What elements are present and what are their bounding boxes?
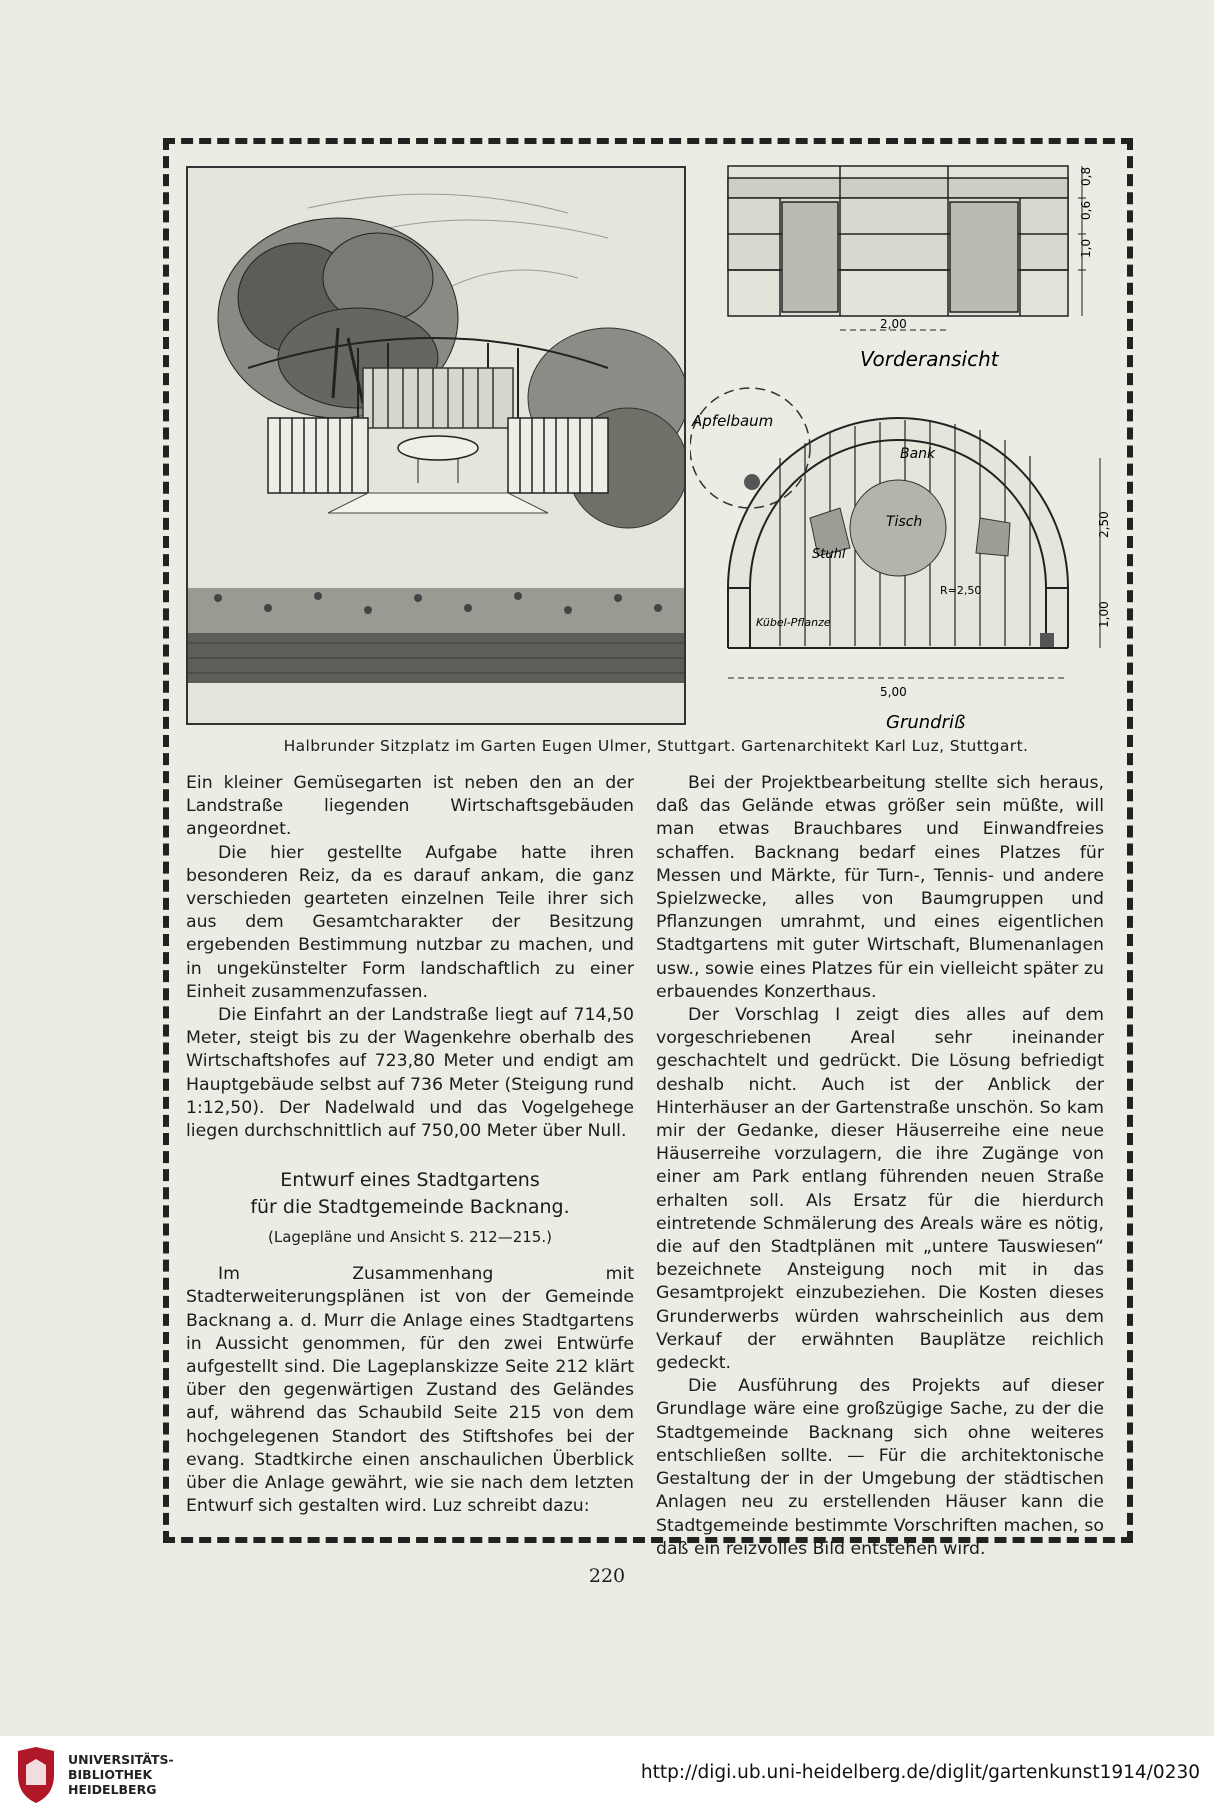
tub-plant-label: Kübel-Pflanze — [756, 616, 831, 629]
dim-height-3: 1,0 — [1079, 238, 1093, 258]
front-elevation-drawing — [728, 166, 1068, 316]
left-paragraph-3: Die Einfahrt an der Landstraße liegt auf 714,50 Meter, steigt bis zu der Wagenkehre oberhalb des Wirtschaftshofes auf 723,80 Meter und endigt am Hauptgebäude selbst auf 736 Meter (Steigung rund 1:12,50). Der Nadelwald und das Vogelgehege liegen durchschnittlich auf 750,00 Meter über Null. — [186, 1005, 634, 1142]
section-heading — [186, 1167, 634, 1249]
right-paragraph-1: Bei der Projektbearbeitung stellte sich heraus, daß das Gelände etwas größer sein müßte, will man etwas Brauchbares und Einwandfreies schaffen. Backnang bedarf eines Platzes für Messen und Märkte, für Turn-, Tennis- und andere Spielzwecke, alles von Baumgruppen und Pflanzungen umrahmt, und eines eigentlichen Stadtgartens mit guter Wirtschaft, Blumenanlagen usw., sowie eines Platzes für ein vielleicht später zu erbauendes Konzerthaus. — [656, 773, 1104, 1002]
left-paragraph-1: Ein kleiner Gemüsegarten ist neben den an der Landstraße liegenden Wirtschaftsgebäuden angeordnet. — [186, 773, 634, 840]
heading-subtitle: (Lagepläne und Ansicht S. 212—215.) — [268, 1228, 552, 1247]
right-paragraph-3: Die Ausführung des Projekts auf dieser Grundlage wäre eine großzügige Sache, zu der die Stadtgemeinde Backnang sich ohne weiteres entschließen sollte. — Für die architektonische Gestaltung der in der Umgebung der städtischen Anlagen neu zu erstellenden Häuser kann die Stadtgemeinde bestimmte Vorschriften machen, so daß ein reizvolles Bild entstehen wird. — [656, 1376, 1104, 1559]
floor-plan-label: Grundriß — [886, 712, 966, 733]
right-paragraph-2: Der Vorschlag I zeigt dies alles auf dem vorgeschriebenen Areal sehr ineinander geschachtelt und gedrückt. Die Lösung befriedigt deshalb nicht. Auch ist der Anblick der Hinterhäuser an der Gartenstraße unschön. So kam mir der Gedanke, dieser Häuserreihe eine neue Häuserreihe vorzulagern, die ihre Zugänge von einer am Park entlang führenden neuen Straße erhalten soll. Als Ersatz für die hierdurch eintretende Schmälerung des Areals wäre es nötig, die auf den Stadtplänen mit „untere Tauswiesen“ bezeichnete Ansteigung noch mit in das Gesamtprojekt einzubeziehen. Die Kosten dieses Grunderwerbs würden wahrscheinlich aus dem Verkauf der erwähnten Bauplätze reichlich gedeckt. — [656, 1005, 1104, 1374]
bench-label: Bank — [900, 446, 936, 462]
table-label: Tisch — [886, 514, 923, 530]
dim-height-2: 0,6 — [1079, 200, 1093, 220]
library-name — [68, 1752, 174, 1797]
front-view-label: Vorderansicht — [860, 347, 999, 371]
dim-plan-side-1: 2,50 — [1097, 511, 1111, 538]
garden-sketch-illustration — [186, 166, 686, 725]
library-line-1: UNIVERSITÄTS- — [68, 1752, 174, 1767]
right-text-column — [656, 772, 1104, 1561]
dim-height-1: 0,8 — [1079, 166, 1093, 186]
technical-plans — [690, 158, 1120, 736]
dim-plan-side-2: 1,00 — [1097, 601, 1111, 628]
dim-width-plan: 5,00 — [880, 685, 907, 699]
figure-caption: Halbrunder Sitzplatz im Garten Eugen Ulmer, Stuttgart. Gartenarchitekt Karl Luz, Stuttgart. — [283, 737, 1029, 755]
heading-line-2: für die Stadtgemeinde Backnang. — [250, 1196, 570, 1219]
left-text-column — [186, 772, 634, 1518]
page-number: 220 — [588, 1565, 626, 1587]
left-paragraph-4: Im Zusammenhang mit Stadterweiterungsplänen ist von der Gemeinde Backnang a. d. Murr die Anlage eines Stadtgartens in Aussicht genommen, für den zwei Entwürfe aufgestellt sind. Die Lageplanskizze Seite 212 klärt über den gegenwärtigen Zustand des Geländes auf, während das Schaubild Seite 215 von dem hochgelegenen Standort des Stiftshofes bei der evang. Stadtkirche einen anschaulichen Überblick über die Anlage gewährt, wie sie nach dem letzten Entwurf sich gestalten wird. Luz schreibt dazu: — [186, 1264, 634, 1517]
chair-label: Stuhl — [812, 547, 846, 562]
source-url[interactable]: http://digi.ub.uni-heidelberg.de/diglit/gartenkunst1914/0230 — [640, 1762, 1200, 1783]
library-logo-icon — [14, 1745, 58, 1805]
left-paragraph-2: Die hier gestellte Aufgabe hatte ihren besonderen Reiz, da es darauf ankam, die ganz verschieden gearteten einzelnen Teile ihrer sich aus dem Gesamtcharakter der Besitzung ergebenden Bestimmung nutzbar zu machen, und in ungekünstelter Form landschaftlich zu einer Einheit zusammenzufassen. — [186, 842, 634, 1002]
apple-tree-label: Apfelbaum — [692, 412, 774, 430]
library-line-2: BIBLIOTHEK — [68, 1767, 153, 1782]
library-line-3: HEIDELBERG — [68, 1782, 157, 1797]
dim-radius: R=2,50 — [940, 584, 982, 597]
dim-width-front: 2,00 — [880, 317, 907, 331]
heading-line-1: Entwurf eines Stadtgartens — [280, 1169, 540, 1192]
